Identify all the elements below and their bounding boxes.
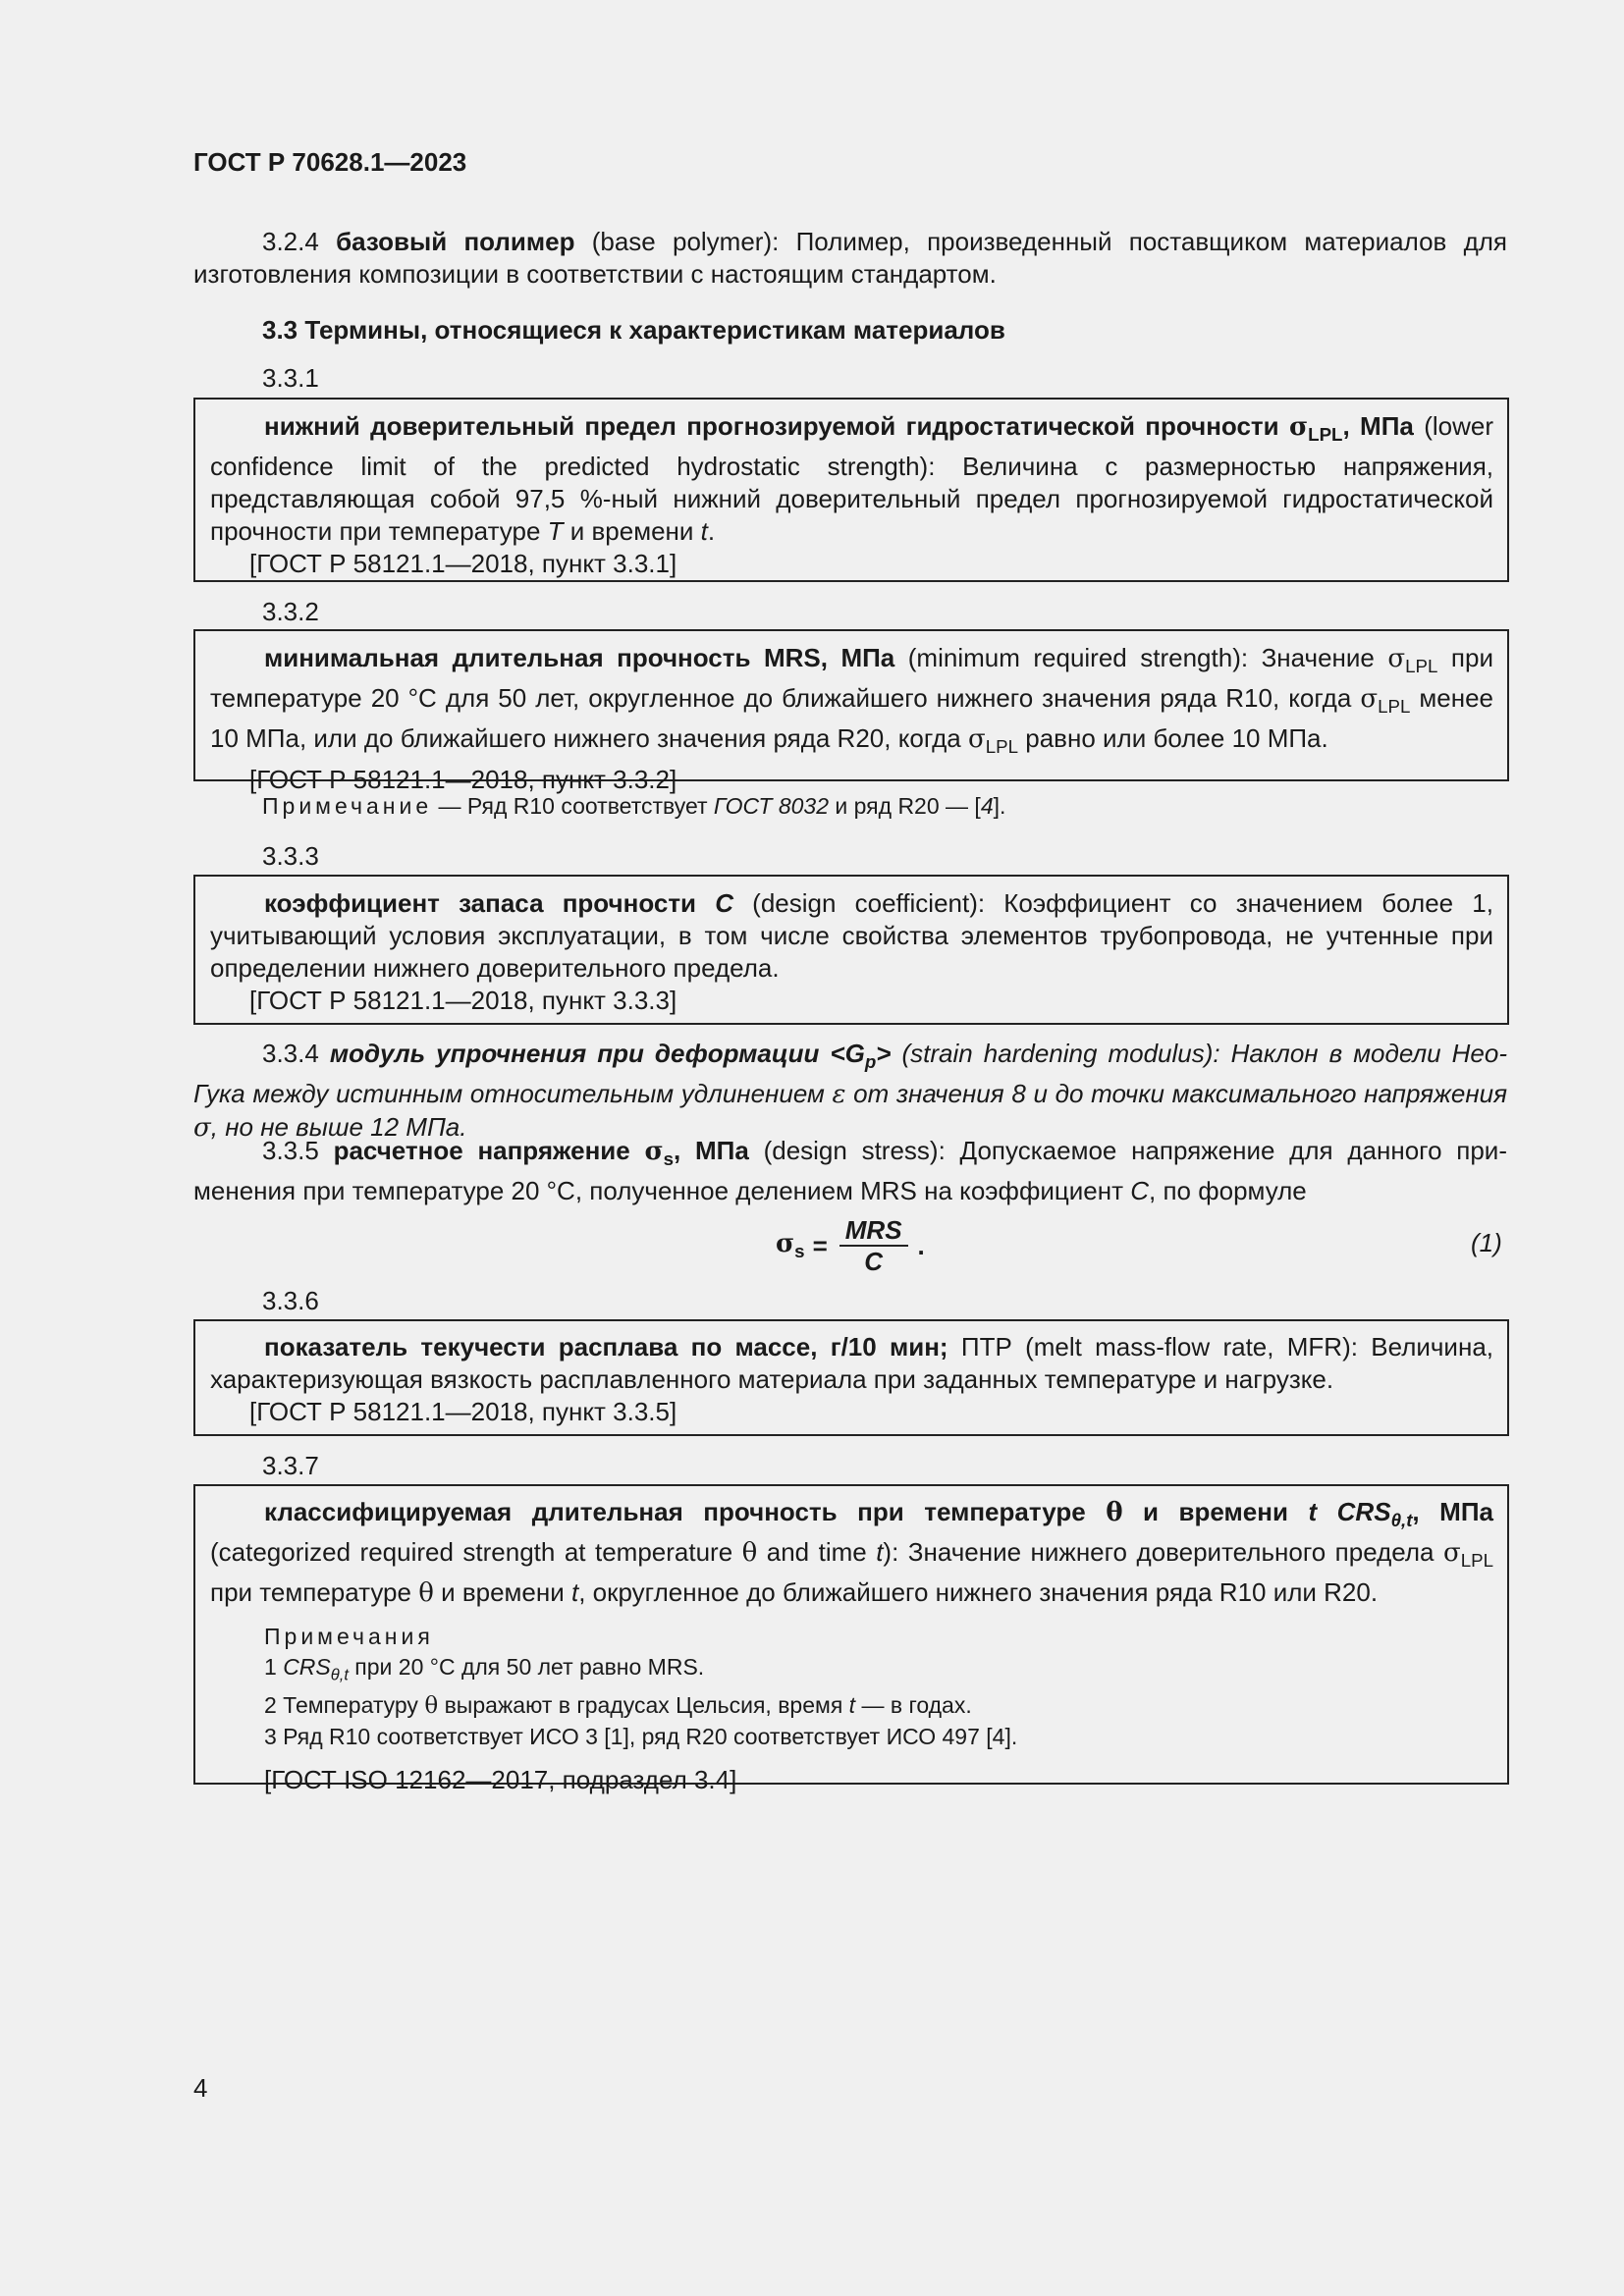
term-number: 3.3.5 [262, 1136, 319, 1165]
term-definition: коэффициент запаса прочности C (design coefficient): Коэффициент со значением более 1, учитывающий условия эксплуатации, в том числе свойства элементов трубопровода, не учтенные при определении нижнего доверительного предела. [210, 888, 1493, 983]
term-definition: нижний доверительный предел прогнозируемой гидростатической прочности $\sigma_{LPL}$, МПа (lower confidence limit of the predicted hydrostatic strength): Величина с размерностью напряжения, представляющая собой 97,5 %-ный нижний доверительный предел прогнозируемой гидростатической прочности при температуре T и времени t. [210, 411, 1494, 547]
term-3-3-5: 3.3.5 расчетное напряжение $\sigma_s$, МПа (design stress): Допускаемое напряжение для данного применения при температуре 20 °C, полученное делением MRS на коэффициент C, по формуле [193, 1136, 1508, 1206]
formula-lhs: $\sigma_s$ [776, 1229, 805, 1262]
term-number-3-3-6: 3.3.6 [262, 1286, 319, 1315]
term-reference: [ГОСТ Р 58121.1—2018, пункт 3.3.1] [249, 549, 677, 579]
term-definition: минимальная длительная прочность MRS, МПа (minimum required strength): Значение $\sigma_{LPL}$ при температуре 20 °C для 50 лет, округленное до ближайшего нижнего значения ряда R10, когда $\sigma_{LPL}$ менее 10 МПа, или до ближайшего нижнего значения ряда R20, когда $\sigma_{LPL}$ равно или более 10 МПа. [210, 643, 1493, 758]
term-definition: классифицируемая длительная прочность при температуре θ и времени t $CRS_{\theta,t}$, МПа (categorized required strength at temperature θ and time t): Значение нижнего доверительного предела $\sigma_{LPL}$ при температуре θ и времени t, округленное до ближайшего нижнего значения ряда R10 или R20. [210, 1497, 1493, 1609]
formula-fraction [839, 1215, 908, 1276]
term-number: 3.3.4 [262, 1039, 319, 1068]
note-1: 1 $CRS_{\theta,t}$ при 20 °C для 50 лет равно MRS. [264, 1654, 705, 1684]
equation-number: (1) [1471, 1228, 1502, 1257]
note-3: 3 Ряд R10 соответствует ИСО 3 [1], ряд R20 соответствует ИСО 497 [4]. [264, 1723, 1018, 1749]
term-number-3-3-2: 3.3.2 [262, 597, 319, 626]
term-reference: [ГОСТ Р 58121.1—2018, пункт 3.3.3] [249, 986, 677, 1015]
section-heading-3-3: 3.3 Термины, относящиеся к характеристикам материалов [262, 315, 1005, 345]
term-box-3-3-1 [193, 398, 1509, 582]
term-name: базовый полимер [336, 227, 575, 256]
term-3-3-4: 3.3.4 модуль упрочнения при деформации $<G_p>$ (strain hardening modulus): Наклон в модели Нео-Гука между истинным относительным удлинением ε от значения 8 и до точки максимального напряжения σ, но не выше 12 МПа. [193, 1039, 1508, 1144]
document-code: ГОСТ Р 70628.1—2023 [193, 147, 467, 177]
term-3-2-4 [193, 226, 1507, 291]
term-number-3-3-1: 3.3.1 [262, 363, 319, 393]
term-box-3-3-2 [193, 629, 1509, 794]
formula-dot: . [917, 1230, 925, 1260]
formula-denominator: C [864, 1247, 884, 1276]
term-name: модуль упрочнения при деформации $<G_p>$ [329, 1039, 892, 1073]
term-number-3-3-3: 3.3.3 [262, 841, 319, 871]
term-reference: [ГОСТ Р 58121.1—2018, пункт 3.3.2] [249, 764, 677, 794]
term-reference: [ГОСТ Р 58121.1—2018, пункт 3.3.5] [249, 1397, 677, 1426]
term-number: 3.2.4 [262, 227, 319, 256]
note-2: 2 Температуру θ выражают в градусах Цельсия, время t — в годах. [264, 1691, 972, 1719]
formula-1 [776, 1215, 925, 1276]
term-name: расчетное напряжение $\sigma_s$, МПа [333, 1136, 749, 1170]
term-reference: [ГОСТ ISO 12162—2017, подраздел 3.4] [264, 1764, 737, 1794]
term-box-3-3-7 [193, 1484, 1509, 1794]
term-box-3-3-3 [193, 875, 1509, 1025]
term-definition: показатель текучести расплава по массе, г/10 мин; ПТР (melt mass-flow rate, MFR): Величина, характеризующая вязкость расплавленного материала при заданных температуре и нагрузке. [210, 1332, 1494, 1394]
formula-numerator: MRS [844, 1215, 902, 1245]
term-number-3-3-7: 3.3.7 [262, 1451, 319, 1480]
page-number: 4 [193, 2073, 208, 2103]
formula-equals: = [812, 1230, 828, 1260]
term-box-3-3-6 [193, 1319, 1509, 1436]
notes-label: Примечания [264, 1624, 434, 1650]
term-definition: (base polymer): Полимер, произведенный поставщиком материалов для изготовления композиции в соответствии с настоящим стандартом. [193, 227, 1507, 289]
note-3-3-2: Примечание — Ряд R10 соответствует ГОСТ 8032 и ряд R20 — [4]. [262, 793, 1006, 819]
